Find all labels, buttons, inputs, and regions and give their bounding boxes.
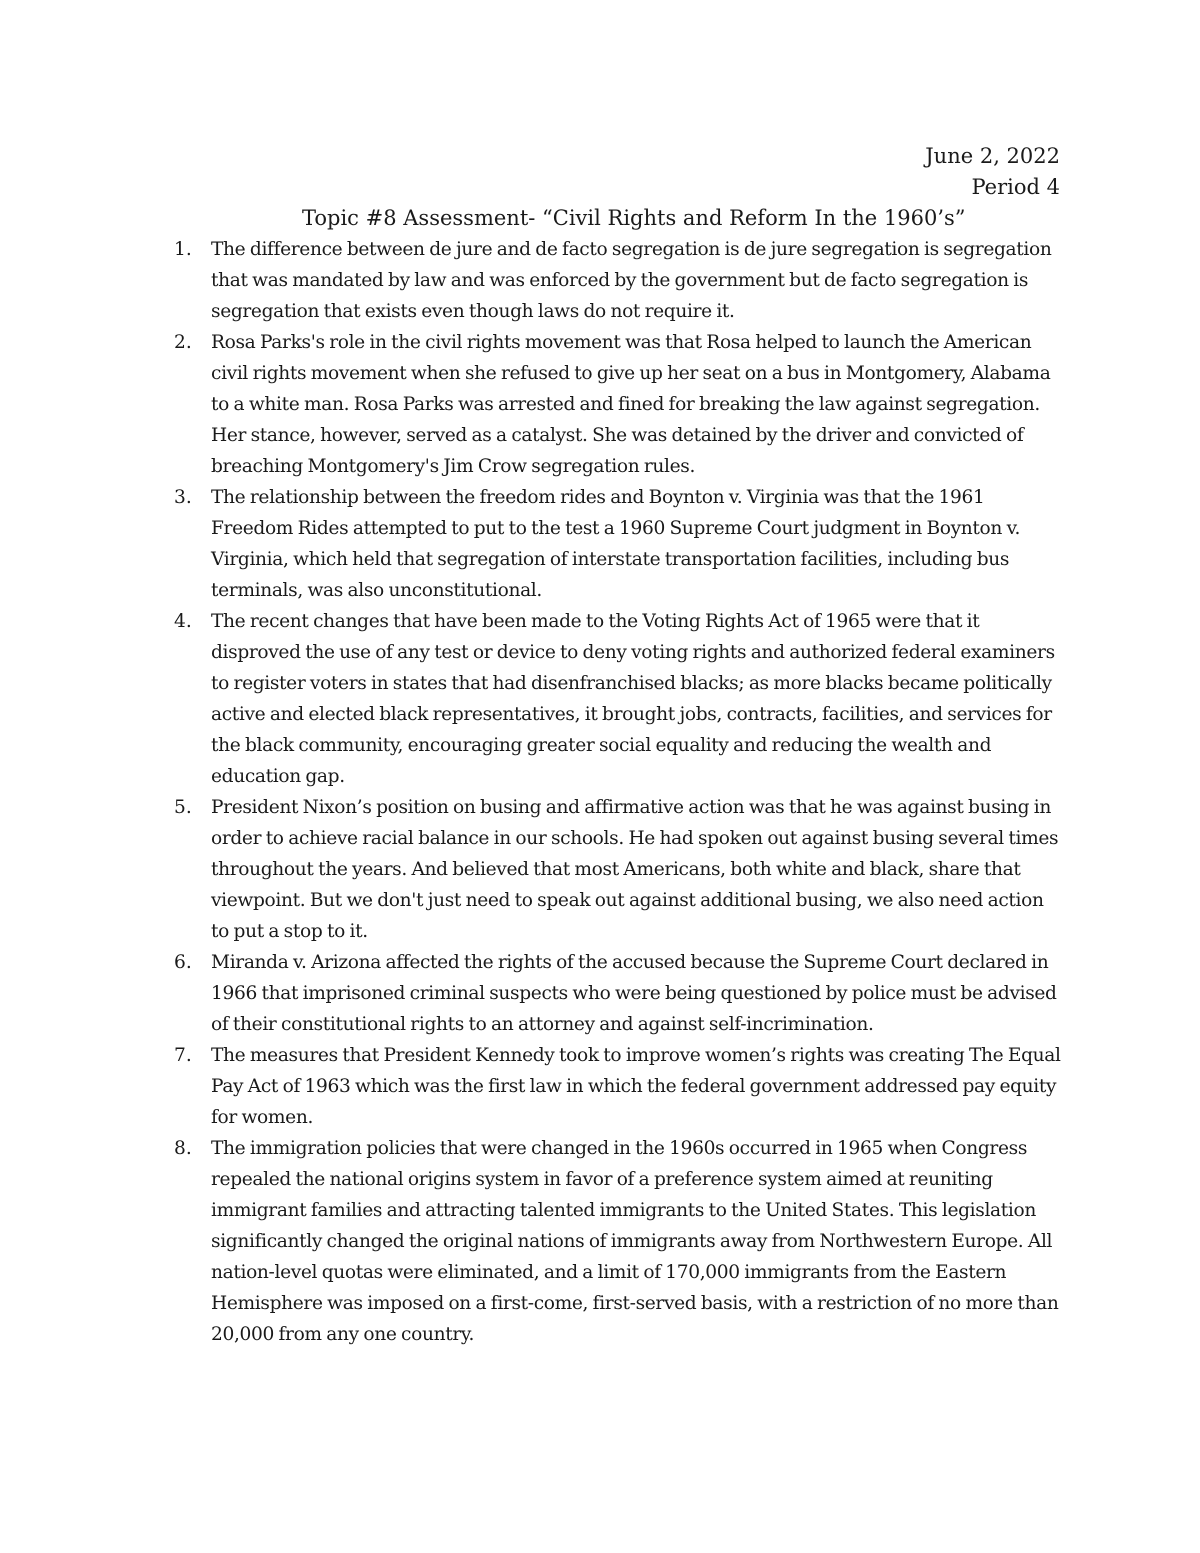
answer-text: The measures that President Kennedy took to improve women’s rights was creating The Equal Pay Act of 1963 which was the first law in which the federal government addressed pay equity for women. xyxy=(211,1045,1061,1128)
document-title: Topic #8 Assessment- “Civil Rights and Reform In the 1960’s” xyxy=(302,206,966,230)
answer-item xyxy=(0,327,1200,482)
answer-item xyxy=(0,792,1200,947)
answer-number: 4. xyxy=(174,611,192,632)
answer-text: Rosa Parks's role in the civil rights movement was that Rosa helped to launch the American civil rights movement when she refused to give up her seat on a bus in Montgomery, Alabama to a white man. Rosa Parks was arrested and fined for breaking the law against segregation. Her stance, however, served as a catalyst. She was detained by the driver and convicted of breaching Montgomery's Jim Crow segregation rules. xyxy=(211,332,1051,477)
answer-text: The immigration policies that were changed in the 1960s occurred in 1965 when Congress repealed the national origins system in favor of a preference system aimed at reuniting immigrant families and attracting talented immigrants to the United States. This legislation significantly changed the original nations of immigrants away from Northwestern Europe. All nation-level quotas were eliminated, and a limit of 170,000 immigrants from the Eastern Hemisphere was imposed on a first-come, first-served basis, with a restriction of no more than 20,000 from any one country. xyxy=(211,1138,1059,1345)
answer-text: Miranda v. Arizona affected the rights of the accused because the Supreme Court declared in 1966 that imprisoned criminal suspects who were being questioned by police must be advised of their constitutional rights to an attorney and against self-incrimination. xyxy=(211,952,1057,1035)
answer-item xyxy=(0,1040,1200,1133)
answer-number: 7. xyxy=(174,1045,192,1066)
answer-text: The relationship between the freedom rides and Boynton v. Virginia was that the 1961 Freedom Rides attempted to put to the test a 1960 Supreme Court judgment in Boynton v. Virginia, which held that segregation of interstate transportation facilities, including bus terminals, was also unconstitutional. xyxy=(211,487,1021,601)
class-period: Period 4 xyxy=(971,175,1060,199)
document-date: June 2, 2022 xyxy=(925,144,1060,168)
answer-number: 6. xyxy=(174,952,192,973)
answer-number: 8. xyxy=(174,1138,192,1159)
answer-text: The recent changes that have been made to the Voting Rights Act of 1965 were that it disproved the use of any test or device to deny voting rights and authorized federal examiners to register voters in states that had disenfranchised blacks; as more blacks became politically active and elected black representatives, it brought jobs, contracts, facilities, and services for the black community, encouraging greater social equality and reducing the wealth and education gap. xyxy=(211,611,1055,787)
answer-item xyxy=(0,1133,1200,1350)
answer-list xyxy=(0,234,1200,1350)
answer-item xyxy=(0,606,1200,792)
answer-item xyxy=(0,482,1200,606)
answer-number: 1. xyxy=(174,239,192,260)
answer-number: 2. xyxy=(174,332,192,353)
answer-text: President Nixon’s position on busing and affirmative action was that he was against busing in order to achieve racial balance in our schools. He had spoken out against busing several times throughout the years. And believed that most Americans, both white and black, share that viewpoint. But we don't just need to speak out against additional busing, we also need action to put a stop to it. xyxy=(211,797,1059,942)
answer-number: 5. xyxy=(174,797,192,818)
answer-item xyxy=(0,947,1200,1040)
answer-text: The difference between de jure and de facto segregation is de jure segregation is segregation that was mandated by law and was enforced by the government but de facto segregation is segregation that exists even though laws do not require it. xyxy=(211,239,1052,322)
answer-number: 3. xyxy=(174,487,192,508)
answer-item xyxy=(0,234,1200,327)
